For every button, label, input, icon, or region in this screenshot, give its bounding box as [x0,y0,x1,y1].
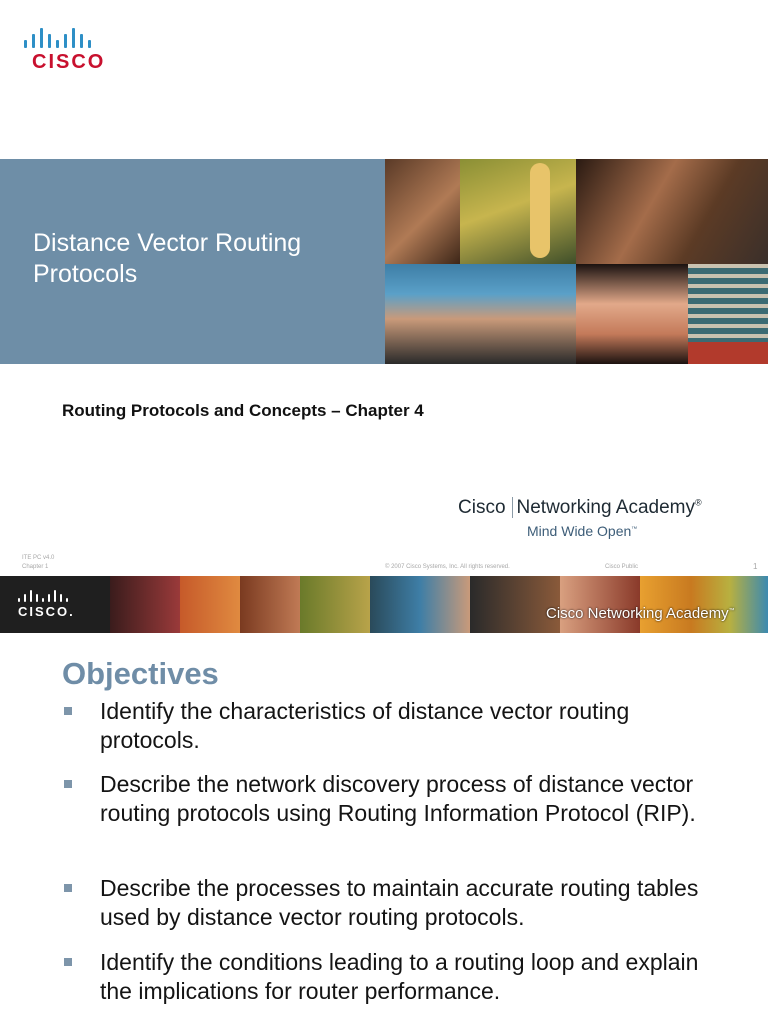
strip-photo [370,576,470,633]
strip-cisco-text: CISCO. [18,604,75,619]
photo-train [688,264,768,364]
cisco-logo [24,24,105,74]
photo-woman-smiling [576,264,688,364]
academy-name: Networking Academy [516,497,695,518]
strip-photo [240,576,300,633]
footer-page-number: 1 [753,562,758,571]
strip-academy-tm: ™ [728,608,735,614]
strip-cisco-logo [18,588,75,619]
footer-classification: Cisco Public [605,564,639,570]
strip-academy-name: Cisco Networking Academy [546,605,729,622]
photo-man-portrait [385,159,460,264]
objective-item: Identify the conditions leading to a routing loop and explain the implications for router performance. [100,949,699,1004]
footer-copyright: © 2007 Cisco Systems, Inc. All rights reserved. [385,564,510,570]
academy-registered-mark: ® [694,497,702,508]
chapter-subtitle: Routing Protocols and Concepts – Chapter 4 [62,401,424,420]
strip-photo [300,576,370,633]
slide-title: Distance Vector Routing Protocols [33,229,302,288]
objectives-heading: Objectives [62,656,219,691]
bullet-marker [64,707,72,715]
bullet-marker [64,958,72,966]
strip-photo [180,576,240,633]
academy-tagline-text: Mind Wide Open [527,523,632,539]
academy-tagline-tm: ™ [631,526,638,533]
photo-collage [385,159,768,364]
bullet-marker [64,780,72,788]
photo-hooded-person [385,264,576,364]
footer-course: ITE PC v4.0 [22,555,55,561]
bullet-marker [64,884,72,892]
footer-chapter: Chapter 1 [22,564,49,570]
academy-brand: Cisco [458,497,513,518]
cisco-logo-text: CISCO [32,51,106,73]
photo-skateboard [460,159,576,264]
cisco-bridge-icon [24,24,105,48]
objective-item: Describe the network discovery process of distance vector routing protocols using Routing Information Protocol (RIP). [100,771,696,826]
cisco-bridge-icon [18,588,75,602]
objective-item: Describe the processes to maintain accurate routing tables used by distance vector routing protocols. [100,875,699,930]
strip-academy-text [546,605,735,622]
objective-item: Identify the characteristics of distance vector routing protocols. [100,698,630,753]
academy-tagline [527,523,637,539]
networking-academy-logo [458,497,702,519]
photo-man-smiling [576,159,768,264]
strip-photo [110,576,180,633]
